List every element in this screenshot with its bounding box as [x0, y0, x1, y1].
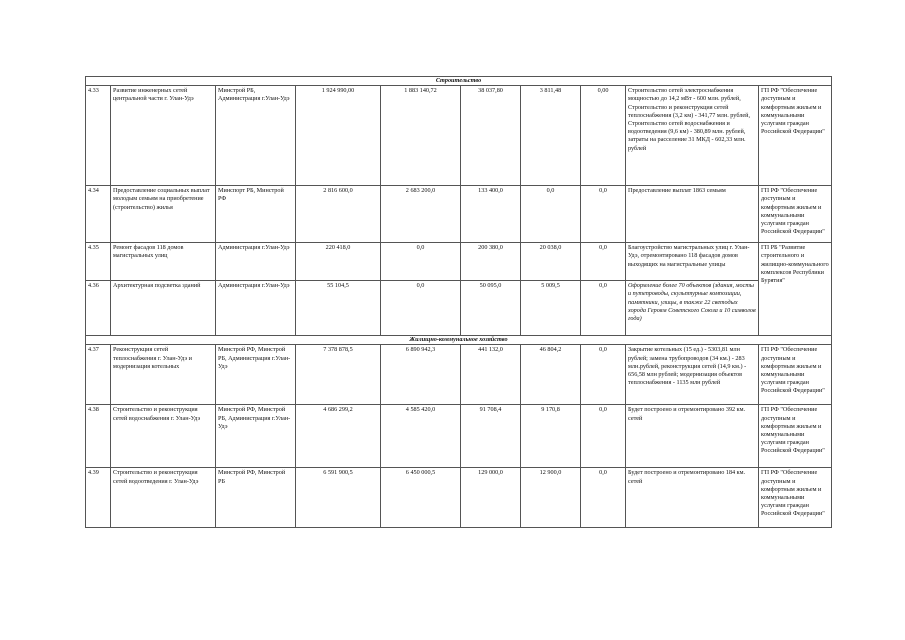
section-header — [86, 336, 832, 345]
regional-amount: 441 132,0 — [461, 345, 521, 405]
expected-result: Будет построено и отремонтировано 184 км. сетей — [626, 468, 759, 528]
federal-amount: 2 683 200,0 — [381, 186, 461, 243]
expected-result: Закрытие котельных (15 ед.) - 5303,81 млн рублей; замена трубопроводов (34 км.) - 283 млн.рублей, реконструкция сетей (14,9 км.) - 656,58 млн рублей; модернизация объектов теплоснабжения - 1135 млн рублей — [626, 345, 759, 405]
extra-amount: 0,0 — [581, 468, 626, 528]
row-number: 4.37 — [86, 345, 111, 405]
federal-amount: 1 883 140,72 — [381, 86, 461, 186]
executor: Администрация г.Улан-Удэ — [216, 281, 296, 336]
state-program: ГП РФ "Обеспечение доступным и комфортным жильем и коммунальными услугами граждан Российской Федерации" — [759, 186, 832, 243]
row-number: 4.36 — [86, 281, 111, 336]
state-program: ГП РФ "Обеспечение доступным и комфортным жильем и коммунальными услугами граждан Российской Федерации" — [759, 468, 832, 528]
local-amount: 5 009,5 — [521, 281, 581, 336]
row-number: 4.35 — [86, 243, 111, 281]
activity-name: Реконструкция сетей теплоснабжения г. Улан-Удэ и модернизация котельных — [111, 345, 216, 405]
state-program: ГП РФ "Обеспечение доступным и комфортным жильем и коммунальными услугами граждан Российской Федерации" — [759, 405, 832, 468]
total-amount: 2 816 600,0 — [296, 186, 381, 243]
executor: Минстрой РФ, Минстрой РБ — [216, 468, 296, 528]
total-amount: 1 924 990,00 — [296, 86, 381, 186]
local-amount: 12 900,0 — [521, 468, 581, 528]
regional-amount: 50 095,0 — [461, 281, 521, 336]
table-row — [86, 86, 832, 186]
executor: Минстрой РБ, Администрация г.Улан-Удэ — [216, 86, 296, 186]
table-row — [86, 405, 832, 468]
program-table — [85, 76, 832, 528]
extra-amount: 0,0 — [581, 186, 626, 243]
federal-amount: 4 585 420,0 — [381, 405, 461, 468]
state-program: ГП РФ "Обеспечение доступным и комфортным жильем и коммунальными услугами граждан Российской Федерации" — [759, 86, 832, 186]
regional-amount: 200 380,0 — [461, 243, 521, 281]
local-amount: 0,0 — [521, 186, 581, 243]
expected-result: Оформление более 70 объектов (здания, мосты и путепроводы, скульптурные композиции, памятники, улицы, в также 22 светодых хорода Героям Советского Союза и 10 символов года) — [626, 281, 759, 336]
total-amount: 7 378 878,5 — [296, 345, 381, 405]
row-number: 4.39 — [86, 468, 111, 528]
executor: Администрация г.Улан-Удэ — [216, 243, 296, 281]
executor: Минспорт РБ, Минстрой РФ — [216, 186, 296, 243]
total-amount: 4 686 299,2 — [296, 405, 381, 468]
total-amount: 55 104,5 — [296, 281, 381, 336]
table-row — [86, 186, 832, 243]
activity-name: Предоставление социальных выплат молодым семьям на приобретение (строительство) жилья — [111, 186, 216, 243]
activity-name: Развитие инженерных сетей центральной части г. Улан-Удэ — [111, 86, 216, 186]
table-row — [86, 345, 832, 405]
state-program: ГП РФ "Обеспечение доступным и комфортным жильем и коммунальными услугами граждан Российской Федерации" — [759, 345, 832, 405]
table-row — [86, 281, 832, 336]
regional-amount: 133 400,0 — [461, 186, 521, 243]
activity-name: Ремонт фасадов 118 домов магистральных улиц — [111, 243, 216, 281]
row-number: 4.34 — [86, 186, 111, 243]
executor: Минстрой РФ, Минстрой РБ, Администрация г.Улан-Удэ — [216, 405, 296, 468]
total-amount: 6 591 900,5 — [296, 468, 381, 528]
local-amount: 20 038,0 — [521, 243, 581, 281]
state-program: ГП РБ "Развитие строительного и жилищно-коммунального комплексов Республики Бурятия" — [759, 243, 832, 336]
local-amount: 3 811,48 — [521, 86, 581, 186]
extra-amount: 0,0 — [581, 405, 626, 468]
regional-amount: 38 037,80 — [461, 86, 521, 186]
extra-amount: 0,0 — [581, 281, 626, 336]
federal-amount: 6 890 942,3 — [381, 345, 461, 405]
section-title: Жилищно-коммунальное хозяйство — [86, 336, 832, 345]
activity-name: Строительство и реконструкция сетей водоснабжения г. Улан-Удэ — [111, 405, 216, 468]
row-number: 4.38 — [86, 405, 111, 468]
row-number: 4.33 — [86, 86, 111, 186]
federal-amount: 0,0 — [381, 243, 461, 281]
regional-amount: 129 000,0 — [461, 468, 521, 528]
expected-result: Благоустройство магистральных улиц г. Улан-Удэ, отремонтировано 118 фасадов домов выходящих на магистральные улицы — [626, 243, 759, 281]
executor: Минстрой РФ, Минстрой РБ, Администрация г.Улан-Удэ — [216, 345, 296, 405]
activity-name: Строительство и реконструкция сетей водоотведения г. Улан-Удэ — [111, 468, 216, 528]
table-row — [86, 243, 832, 281]
local-amount: 46 804,2 — [521, 345, 581, 405]
expected-result: Будет построено и отремонтировано 392 км. сетей — [626, 405, 759, 468]
expected-result: Предоставление выплат 1863 семьям — [626, 186, 759, 243]
table-row — [86, 468, 832, 528]
activity-name: Архитектурная подсветка зданий — [111, 281, 216, 336]
federal-amount: 0,0 — [381, 281, 461, 336]
regional-amount: 91 708,4 — [461, 405, 521, 468]
extra-amount: 0,0 — [581, 345, 626, 405]
total-amount: 220 418,0 — [296, 243, 381, 281]
extra-amount: 0,00 — [581, 86, 626, 186]
expected-result: Строительство сетей электроснабжения мощностью до 14,2 мВт - 600 млн. рублей, Строительство и реконструкция сетей теплоснабжения (3,2 км) - 341,77 млн. рублей, Строительство сетей водоснабжения и водоотведения (9,6 км) - 380,89 млн. рублей, затраты на расселение 31 МКД - 602,33 млн. рублей — [626, 86, 759, 186]
section-title: Строительство — [86, 77, 832, 86]
federal-amount: 6 450 000,5 — [381, 468, 461, 528]
local-amount: 9 170,8 — [521, 405, 581, 468]
section-header — [86, 77, 832, 86]
extra-amount: 0,0 — [581, 243, 626, 281]
